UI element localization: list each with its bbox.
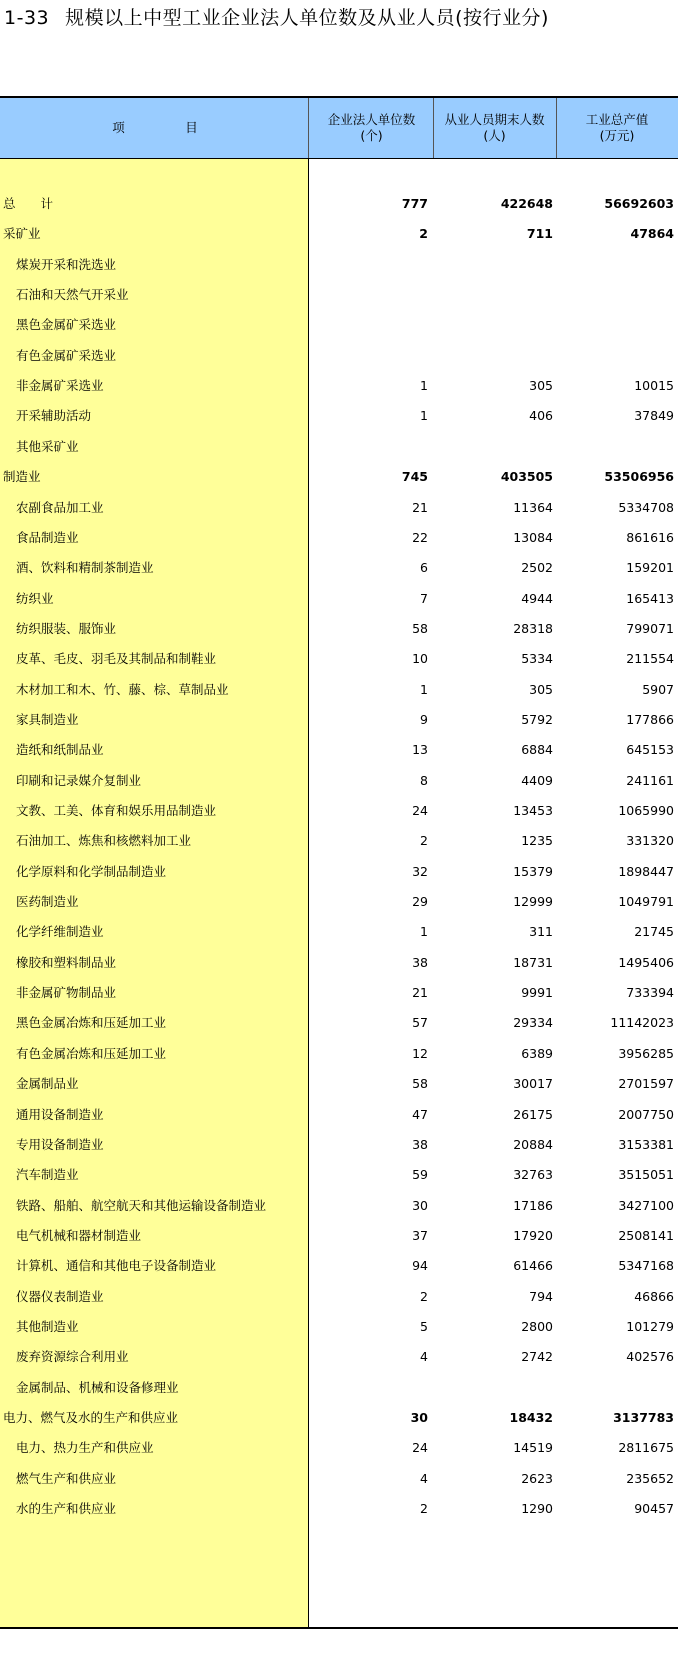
output-value: 90457 <box>634 1501 674 1517</box>
table-row-section <box>0 1402 678 1434</box>
table-row <box>0 1129 678 1161</box>
output-value: 53506956 <box>604 469 674 485</box>
output-value: 1065990 <box>618 803 674 818</box>
units-value: 29 <box>412 894 428 910</box>
units-value: 13 <box>412 742 428 758</box>
table-row <box>0 1068 678 1100</box>
row-label: 纺织业 <box>16 590 54 606</box>
employees-value: 5334 <box>521 651 553 667</box>
header-divider <box>556 98 557 158</box>
employees-value: 305 <box>529 378 553 394</box>
row-label: 通用设备制造业 <box>16 1106 104 1122</box>
table-row <box>0 309 678 341</box>
table-row <box>0 1220 678 1252</box>
row-label: 石油加工、炼焦和核燃料加工业 <box>16 833 192 849</box>
employees-value: 4409 <box>521 772 553 788</box>
row-label: 采矿业 <box>3 226 41 242</box>
output-value: 47864 <box>630 226 674 242</box>
row-label: 石油和天然气开采业 <box>16 287 129 303</box>
employees-value: 61466 <box>513 1258 553 1274</box>
units-value: 8 <box>420 772 428 788</box>
employees-value: 422648 <box>500 196 553 211</box>
employees-value: 18432 <box>509 1410 553 1425</box>
output-value: 645153 <box>626 742 674 758</box>
units-value: 47 <box>412 1106 428 1122</box>
output-value: 101279 <box>626 1318 674 1334</box>
employees-value: 18731 <box>513 954 553 970</box>
table-row <box>0 1281 678 1313</box>
header-employees <box>433 98 556 158</box>
table-row <box>0 492 678 524</box>
units-value: 2 <box>419 226 428 242</box>
row-label: 印刷和记录媒介复制业 <box>16 772 142 788</box>
employees-value: 11364 <box>513 499 553 515</box>
header-output-label: 工业总产值 <box>585 112 649 127</box>
employees-value: 1235 <box>521 833 553 849</box>
row-label: 非金属矿采选业 <box>16 378 104 394</box>
output-value: 235652 <box>626 1470 674 1486</box>
output-value: 1049791 <box>618 894 674 910</box>
table-row <box>0 552 678 584</box>
table-row <box>0 704 678 736</box>
employees-value: 12999 <box>513 894 553 910</box>
employees-value: 1290 <box>521 1501 553 1517</box>
row-label: 黑色金属矿采选业 <box>16 317 117 333</box>
output-value: 46866 <box>634 1288 674 1304</box>
employees-value: 26175 <box>513 1106 553 1122</box>
table-row <box>0 1190 678 1222</box>
table-row <box>0 795 678 827</box>
output-value: 3956285 <box>618 1045 674 1061</box>
employees-value: 17920 <box>513 1227 553 1243</box>
row-label: 电气机械和器材制造业 <box>16 1227 142 1243</box>
output-value: 733394 <box>626 985 674 1001</box>
row-label: 皮革、毛皮、羽毛及其制品和制鞋业 <box>16 651 217 667</box>
output-value: 3137783 <box>613 1410 674 1425</box>
output-value: 11142023 <box>610 1015 674 1031</box>
table-row <box>0 522 678 554</box>
units-value: 30 <box>410 1410 428 1425</box>
output-value: 2007750 <box>618 1106 674 1122</box>
table-row <box>0 613 678 645</box>
table-row-section <box>0 461 678 493</box>
header-output-unit: (万元) <box>599 128 635 143</box>
table-row <box>0 886 678 918</box>
employees-value: 13084 <box>513 529 553 545</box>
units-value: 59 <box>412 1167 428 1183</box>
row-label: 有色金属矿采选业 <box>16 347 117 363</box>
header-employees-label: 从业人员期末人数 <box>444 112 545 127</box>
employees-value: 30017 <box>513 1076 553 1092</box>
output-value: 37849 <box>634 408 674 424</box>
units-value: 9 <box>420 711 428 727</box>
units-value: 7 <box>420 590 428 606</box>
table-row <box>0 340 678 372</box>
units-value: 6 <box>420 560 428 576</box>
row-label: 汽车制造业 <box>16 1167 79 1183</box>
output-value: 56692603 <box>604 196 674 211</box>
output-value: 165413 <box>626 590 674 606</box>
table-row <box>0 249 678 281</box>
units-value: 58 <box>412 1076 428 1092</box>
row-label: 燃气生产和供应业 <box>16 1470 117 1486</box>
table-row <box>0 400 678 432</box>
units-value: 777 <box>401 196 428 211</box>
table-title: 规模以上中型工业企业法人单位数及从业人员(按行业分) <box>65 7 549 29</box>
row-label: 非金属矿物制品业 <box>16 985 117 1001</box>
units-value: 4 <box>420 1470 428 1486</box>
table-row <box>0 1493 678 1525</box>
table-row-section <box>0 218 678 250</box>
units-value: 30 <box>412 1197 428 1213</box>
output-value: 159201 <box>626 560 674 576</box>
table-row-section <box>0 188 678 220</box>
employees-value: 15379 <box>513 863 553 879</box>
units-value: 38 <box>412 1136 428 1152</box>
employees-value: 28318 <box>513 620 553 636</box>
output-value: 331320 <box>626 833 674 849</box>
output-value: 799071 <box>626 620 674 636</box>
units-value: 37 <box>412 1227 428 1243</box>
header-units <box>310 98 433 158</box>
row-label: 食品制造业 <box>16 529 79 545</box>
row-label: 铁路、船舶、航空航天和其他运输设备制造业 <box>16 1197 267 1213</box>
output-value: 3427100 <box>618 1197 674 1213</box>
units-value: 21 <box>412 499 428 515</box>
table-row <box>0 1007 678 1039</box>
table-number: 1-33 <box>4 7 50 29</box>
data-table <box>0 96 678 1628</box>
row-label: 酒、饮料和精制茶制造业 <box>16 560 154 576</box>
employees-value: 794 <box>529 1288 553 1304</box>
output-value: 211554 <box>626 651 674 667</box>
table-row <box>0 977 678 1009</box>
row-label: 化学纤维制造业 <box>16 924 104 940</box>
units-value: 1 <box>420 924 428 940</box>
units-value: 2 <box>420 1288 428 1304</box>
row-label: 专用设备制造业 <box>16 1136 104 1152</box>
header-employees-unit: (人) <box>483 128 506 143</box>
units-value: 5 <box>420 1318 428 1334</box>
employees-value: 9991 <box>521 985 553 1001</box>
output-value: 2811675 <box>618 1440 674 1456</box>
employees-value: 406 <box>529 408 553 424</box>
row-label: 其他采矿业 <box>16 438 79 454</box>
table-row <box>0 916 678 948</box>
table-row <box>0 1341 678 1373</box>
employees-value: 2502 <box>521 560 553 576</box>
row-label: 开采辅助活动 <box>16 408 92 424</box>
table-row <box>0 643 678 675</box>
units-value: 57 <box>412 1015 428 1031</box>
employees-value: 4944 <box>521 590 553 606</box>
units-value: 94 <box>412 1258 428 1274</box>
units-value: 24 <box>412 803 428 818</box>
header-units-unit: (个) <box>360 128 383 143</box>
row-label: 其他制造业 <box>16 1318 79 1334</box>
row-label: 煤炭开采和洗选业 <box>16 256 117 272</box>
output-value: 5907 <box>642 681 674 697</box>
table-row <box>0 1159 678 1191</box>
table-row <box>0 1463 678 1495</box>
output-value: 3515051 <box>618 1167 674 1183</box>
employees-value: 17186 <box>513 1197 553 1213</box>
output-value: 10015 <box>634 378 674 394</box>
table-row <box>0 947 678 979</box>
employees-value: 2742 <box>521 1349 553 1365</box>
table-row <box>0 734 678 766</box>
page-title <box>4 4 549 32</box>
row-label: 医药制造业 <box>16 894 79 910</box>
row-label: 计算机、通信和其他电子设备制造业 <box>16 1258 217 1274</box>
table-row <box>0 856 678 888</box>
units-value: 10 <box>412 651 428 667</box>
output-value: 1495406 <box>618 954 674 970</box>
units-value: 58 <box>412 620 428 636</box>
row-label: 金属制品、机械和设备修理业 <box>16 1379 179 1395</box>
employees-value: 5792 <box>521 711 553 727</box>
employees-value: 13453 <box>513 803 553 818</box>
row-label: 文教、工美、体育和娱乐用品制造业 <box>16 803 217 818</box>
row-label: 电力、热力生产和供应业 <box>16 1440 154 1456</box>
output-value: 1898447 <box>618 863 674 879</box>
employees-value: 32763 <box>513 1167 553 1183</box>
units-value: 38 <box>412 954 428 970</box>
employees-value: 2623 <box>521 1470 553 1486</box>
units-value: 1 <box>420 681 428 697</box>
row-label: 黑色金属冶炼和压延加工业 <box>16 1015 167 1031</box>
output-value: 2701597 <box>618 1076 674 1092</box>
units-value: 2 <box>420 833 428 849</box>
table-row <box>0 279 678 311</box>
row-label: 橡胶和塑料制品业 <box>16 954 117 970</box>
table-bottom-rule <box>0 1627 678 1629</box>
row-label: 电力、燃气及水的生产和供应业 <box>3 1410 179 1425</box>
row-label: 造纸和纸制品业 <box>16 742 104 758</box>
output-value: 21745 <box>634 924 674 940</box>
units-value: 12 <box>412 1045 428 1061</box>
units-value: 745 <box>401 469 428 485</box>
employees-value: 711 <box>526 226 553 242</box>
units-value: 1 <box>420 408 428 424</box>
output-value: 177866 <box>626 711 674 727</box>
table-row <box>0 1099 678 1131</box>
output-value: 5347168 <box>618 1258 674 1274</box>
employees-value: 6884 <box>521 742 553 758</box>
employees-value: 20884 <box>513 1136 553 1152</box>
table-row <box>0 1372 678 1404</box>
table-row <box>0 825 678 857</box>
output-value: 5334708 <box>618 499 674 515</box>
header-output <box>556 98 678 158</box>
employees-value: 403505 <box>500 469 553 485</box>
table-row <box>0 431 678 463</box>
units-value: 24 <box>412 1440 428 1456</box>
header-units-label: 企业法人单位数 <box>327 112 416 127</box>
row-label: 木材加工和木、竹、藤、棕、草制品业 <box>16 681 229 697</box>
table-row <box>0 1038 678 1070</box>
table-row <box>0 1432 678 1464</box>
table-row <box>0 765 678 797</box>
employees-value: 29334 <box>513 1015 553 1031</box>
employees-value: 311 <box>529 924 553 940</box>
units-value: 4 <box>420 1349 428 1365</box>
units-value: 2 <box>420 1501 428 1517</box>
header-divider <box>433 98 434 158</box>
output-value: 3153381 <box>618 1136 674 1152</box>
row-label: 农副食品加工业 <box>16 499 104 515</box>
output-value: 2508141 <box>618 1227 674 1243</box>
units-value: 32 <box>412 863 428 879</box>
units-value: 22 <box>412 529 428 545</box>
row-label: 仪器仪表制造业 <box>16 1288 104 1304</box>
output-value: 241161 <box>626 772 674 788</box>
header-divider <box>308 98 309 158</box>
units-value: 1 <box>420 378 428 394</box>
header-item: 项 目 <box>112 120 222 135</box>
row-label: 纺织服装、服饰业 <box>16 620 117 636</box>
row-label: 总 计 <box>3 196 54 211</box>
employees-value: 2800 <box>521 1318 553 1334</box>
units-value: 21 <box>412 985 428 1001</box>
row-label: 有色金属冶炼和压延加工业 <box>16 1045 167 1061</box>
row-label: 水的生产和供应业 <box>16 1501 117 1517</box>
table-row <box>0 674 678 706</box>
row-label: 制造业 <box>3 469 41 485</box>
employees-value: 305 <box>529 681 553 697</box>
row-label: 家具制造业 <box>16 711 79 727</box>
employees-value: 6389 <box>521 1045 553 1061</box>
employees-value: 14519 <box>513 1440 553 1456</box>
table-row <box>0 1250 678 1282</box>
row-label: 金属制品业 <box>16 1076 79 1092</box>
table-row <box>0 370 678 402</box>
output-value: 861616 <box>626 529 674 545</box>
row-label: 废弃资源综合利用业 <box>16 1349 129 1365</box>
output-value: 402576 <box>626 1349 674 1365</box>
table-row <box>0 583 678 615</box>
row-label: 化学原料和化学制品制造业 <box>16 863 167 879</box>
table-row <box>0 1311 678 1343</box>
